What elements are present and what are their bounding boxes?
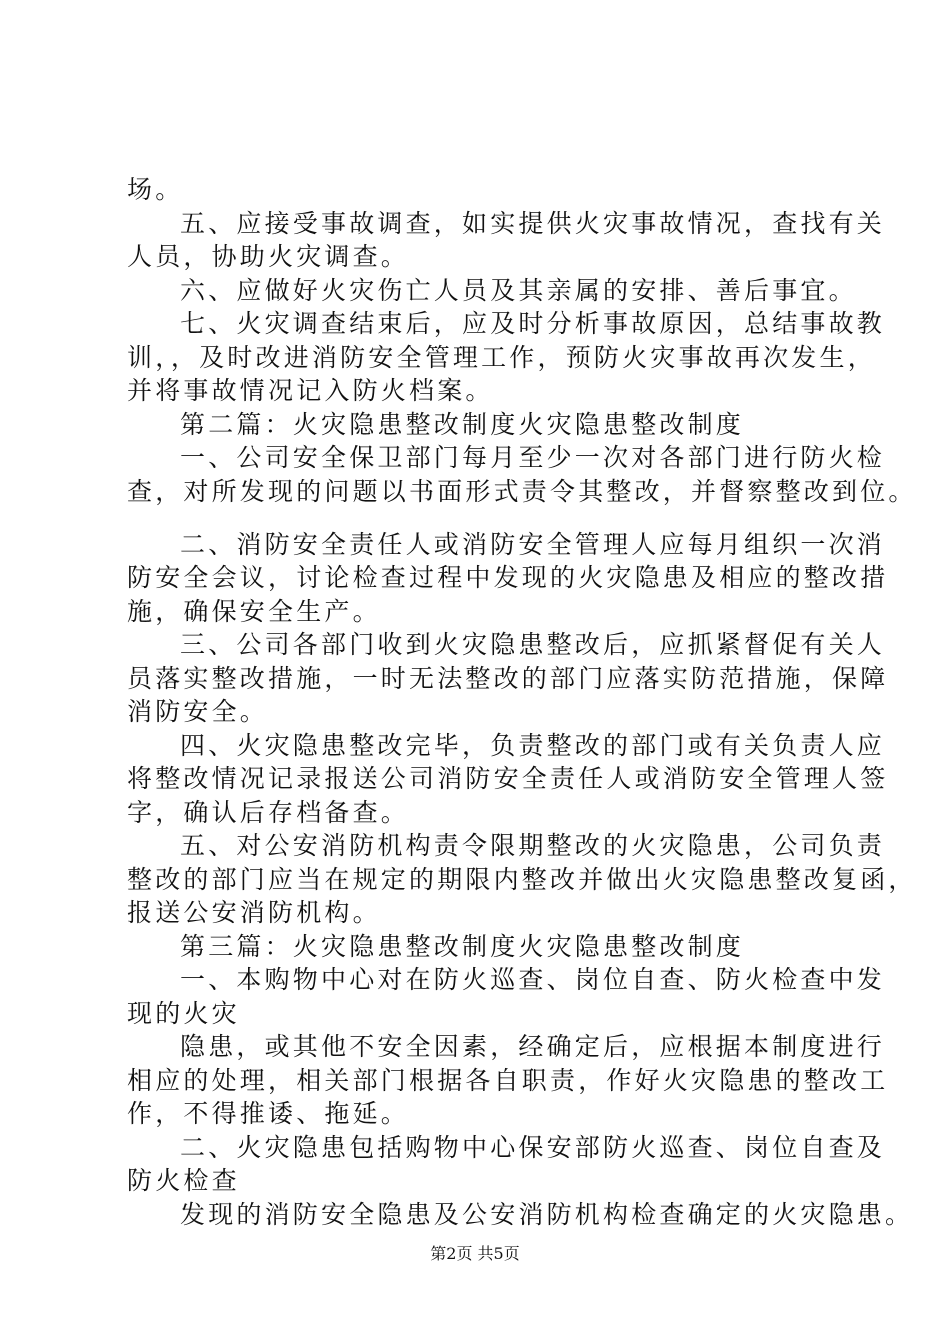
text-line: 现的火灾 <box>127 999 240 1028</box>
text-line: 员落实整改措施，一时无法整改的部门应落实防范措施，保障 <box>127 664 889 693</box>
text-line: 训，，及时改进消防安全管理工作，预防火灾事故再次发生， <box>127 343 876 372</box>
text-line: 人员，协助火灾调查。 <box>127 242 410 271</box>
text-line: 消防安全。 <box>127 697 269 726</box>
text-line: 二、火灾隐患包括购物中心保安部防火巡查、岗位自查及 <box>180 1133 886 1162</box>
text-line: 作，不得推诿、拖延。 <box>127 1099 410 1128</box>
text-line: 五、对公安消防机构责令限期整改的火灾隐患，公司负责 <box>180 831 886 860</box>
text-line: 二、消防安全责任人或消防安全管理人应每月组织一次消 <box>180 530 886 559</box>
text-line: 施，确保安全生产。 <box>127 597 381 626</box>
text-line: 发现的消防安全隐患及公安消防机构检查确定的火灾隐患。 <box>180 1200 914 1229</box>
text-line: 五、应接受事故调查，如实提供火灾事故情况，查找有关 <box>180 209 886 238</box>
text-line: 相应的处理，相关部门根据各自职责，作好火灾隐患的整改工 <box>127 1066 889 1095</box>
text-line: 防安全会议，讨论检查过程中发现的火灾隐患及相应的整改措 <box>127 563 889 592</box>
text-line: 字，确认后存档备查。 <box>127 798 410 827</box>
text-line: 隐患，或其他不安全因素，经确定后，应根据本制度进行 <box>180 1032 886 1061</box>
text-line: 六、应做好火灾伤亡人员及其亲属的安排、善后事宜。 <box>180 276 857 305</box>
text-line: 七、火灾调查结束后，应及时分析事故原因，总结事故教 <box>180 309 886 338</box>
text-line: 防火检查 <box>127 1166 240 1195</box>
text-line: 场。 <box>127 175 184 204</box>
text-line: 一、本购物中心对在防火巡查、岗位自查、防火检查中发 <box>180 965 886 994</box>
section-heading: 第三篇：火灾隐患整改制度火灾隐患整改制度 <box>180 932 745 961</box>
text-line: 一、公司安全保卫部门每月至少一次对各部门进行防火检 <box>180 443 886 472</box>
text-line: 并将事故情况记入防火档案。 <box>127 376 494 405</box>
text-line: 四、火灾隐患整改完毕，负责整改的部门或有关负责人应 <box>180 731 886 760</box>
text-line: 整改的部门应当在规定的期限内整改并做出火灾隐患整改复函， <box>127 865 917 894</box>
text-line: 将整改情况记录报送公司消防安全责任人或消防安全管理人签 <box>127 764 889 793</box>
page-number: 第2页 共5页 <box>430 1244 520 1263</box>
text-line: 三、公司各部门收到火灾隐患整改后，应抓紧督促有关人 <box>180 630 886 659</box>
text-line: 报送公安消防机构。 <box>127 898 381 927</box>
page-footer <box>0 1244 950 1264</box>
section-heading: 第二篇：火灾隐患整改制度火灾隐患整改制度 <box>180 410 745 439</box>
text-line: 查，对所发现的问题以书面形式责令其整改，并督察整改到位。 <box>127 477 917 506</box>
